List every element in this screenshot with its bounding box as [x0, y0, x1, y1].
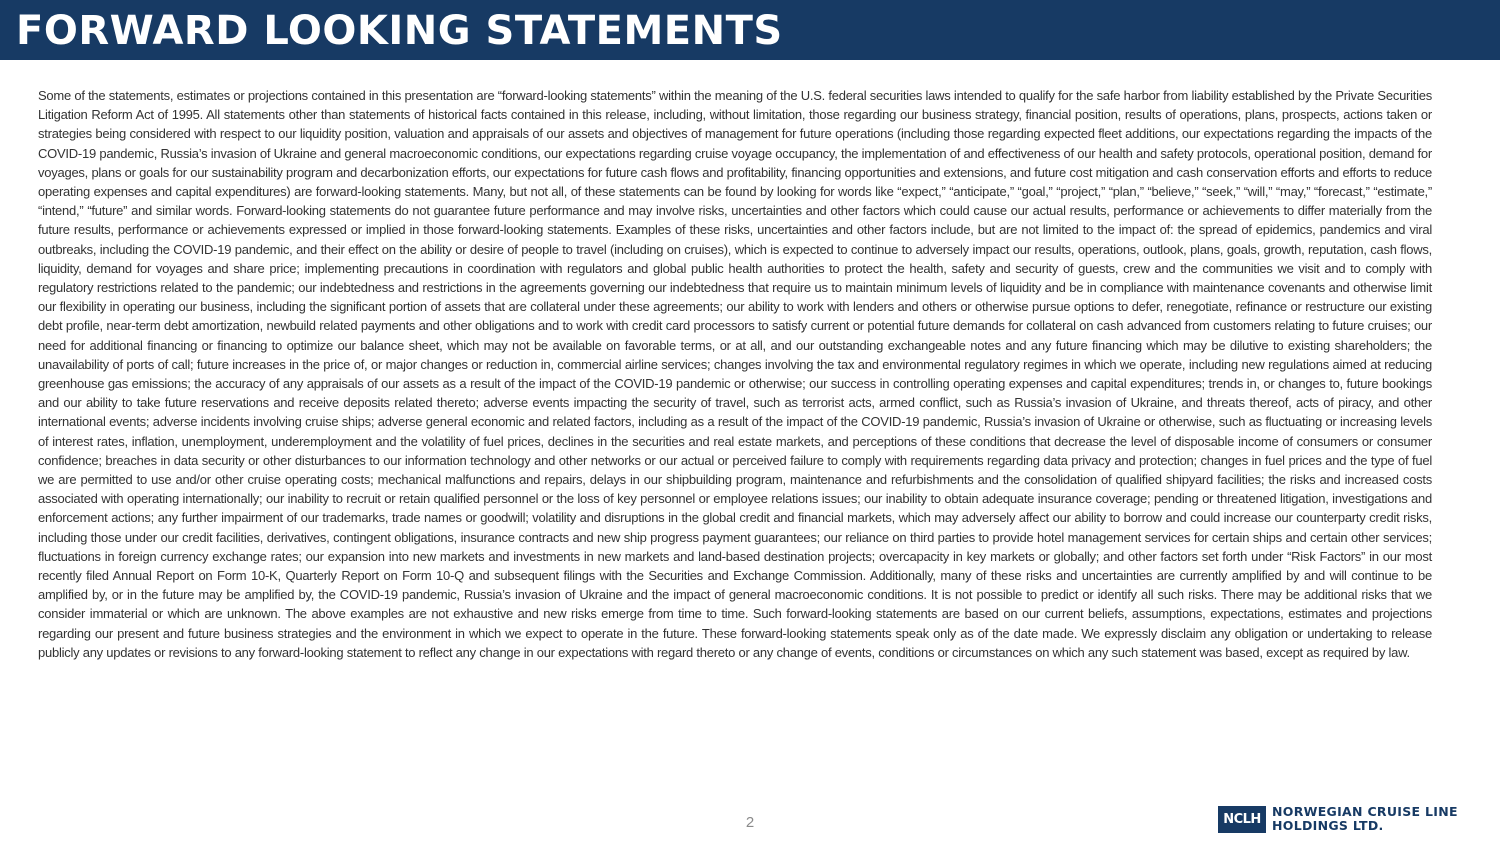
logo-line-2: HOLDINGS LTD. [1272, 818, 1384, 833]
logo-mark: NCLH [1218, 806, 1266, 833]
logo-line-1: NORWEGIAN CRUISE LINE [1272, 804, 1458, 819]
company-logo [1218, 804, 1458, 834]
page-number: 2 [745, 814, 755, 831]
forward-looking-statement-text: Some of the statements, estimates or projections contained in this presentation are “forward-looking statements” within the meaning of the U.S. federal securities laws intended to qualify for the safe harbor from liability established by the Private Securities Litigation Reform Act of 1995. All statements other than statements of historical facts contained in this release, including, without limitation, those regarding our business strategy, financial position, results of operations, plans, prospects, actions taken or strategies being considered with respect to our liquidity position, valuation and appraisals of our assets and objectives of management for future operations (including those regarding expected fleet additions, our expectations regarding the impacts of the COVID-19 pandemic, Russia’s invasion of Ukraine and general macroeconomic conditions, our expectations regarding cruise voyage occupancy, the implementation of and effectiveness of our health and safety protocols, operational position, demand for voyages, plans or goals for our sustainability program and decarbonization efforts, our expectations for future cash flows and profitability, financing opportunities and extensions, and future cost mitigation and cash conservation efforts and efforts to reduce operating expenses and capital expenditures) are forward-looking statements. Many, but not all, of these statements can be found by looking for words like “expect,” “anticipate,” “goal,” “project,” “plan,” “believe,” “seek,” “will,” “may,” “forecast,” “estimate,” “intend,” “future” and similar words. Forward-looking statements do not guarantee future performance and may involve risks, uncertainties and other factors which could cause our actual results, performance or achievements to differ materially from the future results, performance or achievements expressed or implied in those forward-looking statements. Examples of these risks, uncertainties and other factors include, but are not limited to the impact of: the spread of epidemics, pandemics and viral outbreaks, including the COVID-19 pandemic, and their effect on the ability or desire of people to travel (including on cruises), which is expected to continue to adversely impact our results, operations, outlook, plans, goals, growth, reputation, cash flows, liquidity, demand for voyages and share price; implementing precautions in coordination with regulators and global public health authorities to protect the health, safety and security of guests, crew and the communities we visit and to comply with regulatory restrictions related to the pandemic; our indebtedness and restrictions in the agreements governing our indebtedness that require us to maintain minimum levels of liquidity and be in compliance with maintenance covenants and otherwise limit our flexibility in operating our business, including the significant portion of assets that are collateral under these agreements; our ability to work with lenders and others or otherwise pursue options to defer, renegotiate, refinance or restructure our existing debt profile, near-term debt amortization, newbuild related payments and other obligations and to work with credit card processors to satisfy current or potential future demands for collateral on cash advanced from customers relating to future cruises; our need for additional financing or financing to optimize our balance sheet, which may not be available on favorable terms, or at all, and our outstanding exchangeable notes and any future financing which may be dilutive to existing shareholders; the unavailability of ports of call; future increases in the price of, or major changes or reduction in, commercial airline services; changes involving the tax and environmental regulatory regimes in which we operate, including new regulations aimed at reducing greenhouse gas emissions; the accuracy of any appraisals of our assets as a result of the impact of the COVID-19 pandemic or otherwise; our success in controlling operating expenses and capital expenditures; trends in, or changes to, future bookings and our ability to take future reservations and receive deposits related thereto; adverse events impacting the security of travel, such as terrorist acts, armed conflict, such as Russia’s invasion of Ukraine, and threats thereof, acts of piracy, and other international events; adverse incidents involving cruise ships; adverse general economic and related factors, including as a result of the impact of the COVID-19 pandemic, Russia’s invasion of Ukraine or otherwise, such as fluctuating or increasing levels of interest rates, inflation, unemployment, underemployment and the volatility of fuel prices, declines in the securities and real estate markets, and perceptions of these conditions that decrease the level of disposable income of consumers or consumer confidence; breaches in data security or other disturbances to our information technology and other networks or our actual or perceived failure to comply with requirements regarding data privacy and protection; changes in fuel prices and the type of fuel we are permitted to use and/or other cruise operating costs; mechanical malfunctions and repairs, delays in our shipbuilding program, maintenance and refurbishments and the consolidation of qualified shipyard facilities; the risks and increased costs associated with operating internationally; our inability to recruit or retain qualified personnel or the loss of key personnel or employee relations issues; our inability to obtain adequate insurance coverage; pending or threatened litigation, investigations and enforcement actions; any further impairment of our trademarks, trade names or goodwill; volatility and disruptions in the global credit and financial markets, which may adversely affect our ability to borrow and could increase our counterparty credit risks, including those under our credit facilities, derivatives, contingent obligations, insurance contracts and new ship progress payment guarantees; our reliance on third parties to provide hotel management services for certain ships and certain other services; fluctuations in foreign currency exchange rates; our expansion into new markets and investments in new markets and land-based destination projects; overcapacity in key markets or globally; and other factors set forth under “Risk Factors” in our most recently filed Annual Report on Form 10-K, Quarterly Report on Form 10-Q and subsequent filings with the Securities and Exchange Commission. Additionally, many of these risks and uncertainties are currently amplified by and will continue to be amplified by, or in the future may be amplified by, the COVID-19 pandemic, Russia’s invasion of Ukraine and the impact of general macroeconomic conditions. It is not possible to predict or identify all such risks. There may be additional risks that we consider immaterial or which are unknown. The above examples are not exhaustive and new risks emerge from time to time. Such forward-looking statements are based on our current beliefs, assumptions, expectations, estimates and projections regarding our present and future business strategies and the environment in which we expect to operate in the future. These forward-looking statements speak only as of the date made. We expressly disclaim any obligation or undertaking to release publicly any updates or revisions to any forward-looking statement to reflect any change in our expectations with regard thereto or any change of events, conditions or circumstances on which any such statement was based, except as required by law. [38, 88, 1432, 660]
logo-wordmark [1272, 805, 1458, 833]
header-bar [0, 0, 1500, 60]
page-title: FORWARD LOOKING STATEMENTS [16, 8, 783, 54]
